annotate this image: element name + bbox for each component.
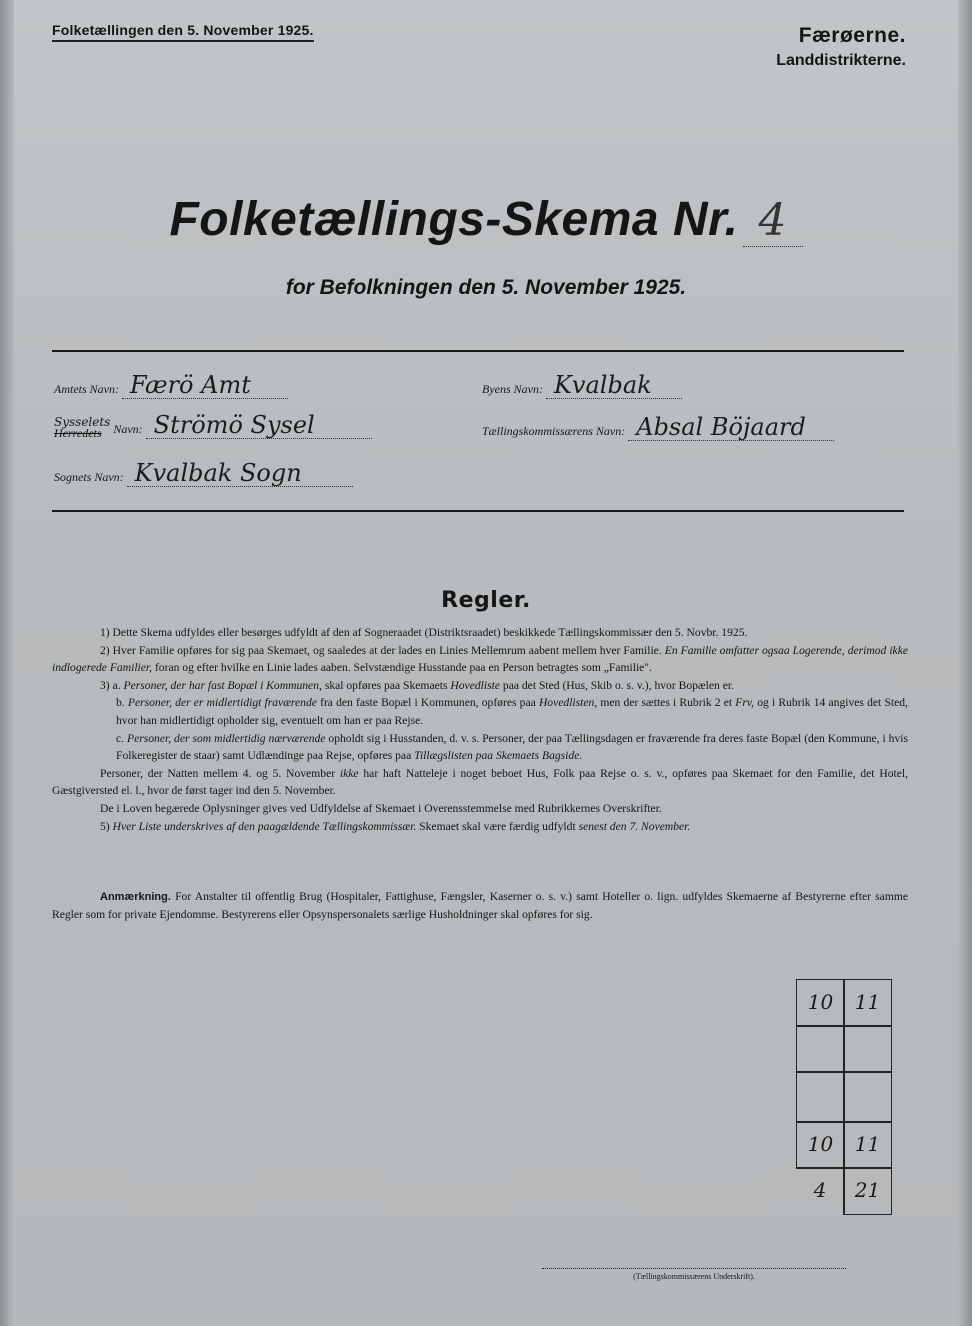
rule-3a-label: 3) a.: [100, 678, 121, 692]
form-title: [0, 192, 972, 247]
rule-4: [52, 765, 908, 800]
rule-6-label: 5): [100, 819, 110, 833]
herred-label-struck: Herredets: [54, 426, 102, 440]
rule-3b-text: fra den faste Bopæl i Kommunen, opføres paa: [320, 696, 536, 710]
totals-r5-c1: 4: [796, 1167, 845, 1215]
byens-value: Kvalbak: [546, 372, 682, 399]
sogn-value: Kvalbak Sogn: [127, 460, 353, 487]
note-paragraph: [52, 888, 908, 924]
form-subtitle: for Befolkningen den 5. November 1925.: [285, 276, 687, 299]
signature-label: (Tællingskommissærens Underskrift).: [633, 1272, 755, 1281]
kommissaer-value: Absal Böjaard: [628, 414, 834, 441]
totals-r2-c1: [796, 1025, 845, 1073]
rule-3c-text: opholdt sig i Husstanden, d. v. s. Personer, der paa Tællingsdagen er fraværende fra deres faste Bopæl (den Kommune, i hvis Folkeregister de staar) samt Udlændinge paa Rejse, opføres paa: [116, 731, 909, 763]
sysel-value: Strömö Sysel: [146, 412, 372, 439]
rule-4-emphasis: ikke: [339, 766, 359, 780]
subregion-name: Landdistrikterne.: [776, 52, 906, 69]
rule-3b-text-3: og i Rubrik 14 angives det Sted, hvor han midlertidigt opholder sig, eventuelt om han er paa Rejse.: [116, 696, 908, 727]
totals-r4-c1: 10: [796, 1121, 845, 1169]
amt-value: Færö Amt: [122, 372, 288, 399]
rule-2-emphasis: En Familie omfatter ogsaa Logerende, derimod ikke indlogerede Familier,: [52, 643, 908, 675]
rule-3b-label: b.: [116, 696, 125, 710]
byens-field: [482, 372, 682, 399]
amt-field: [54, 372, 288, 399]
note-label: Anmærkning.: [100, 890, 171, 903]
rule-2-text-a: 2) Hver Familie opføres for sig paa Skemaet, og saaledes at der lades en Linies Mellemrum aabent mellem hver Familie.: [100, 643, 662, 657]
rule-3b-emphasis-2: Hovedlisten,: [538, 696, 598, 710]
rule-3b-text-2: men der sættes i Rubrik 2 et: [600, 696, 733, 710]
kommissaer-label: Tællingskommissærens Navn:: [482, 424, 626, 438]
form-number: 4: [743, 195, 803, 247]
rule-4-text-b: har haft Natteleje i noget beboet Hus, Folk paa Rejse o. s. v., opføres paa Skemaet for den Familie, det Hotel, Gæstgiversted el. l., hvor de først tager ind den 5. November.: [52, 766, 908, 798]
rule-3b-emphasis-3: Frv,: [735, 696, 755, 710]
note-text: For Anstalter til offentlig Brug (Hospitaler, Fattighuse, Fængsler, Kaserner o. s. v.) samt Hoteller o. lign. udfyldes Skemaerne af Bestyrerne efter samme Regler som for private Ejendomme. Bestyrerens eller Opsynspersonalets særlige Husholdninger skal opføres for sig.: [52, 889, 909, 922]
totals-r4-c2: 11: [843, 1121, 892, 1169]
kommissaer-field: [482, 414, 834, 441]
rule-4-text-a: Personer, der Natten mellem 4. og 5. November: [100, 766, 336, 780]
region-name: Færøerne.: [798, 24, 906, 47]
rule-6-emphasis-2: senest den 7. November.: [578, 819, 691, 833]
rule-3a-emphasis: Personer, der har fast Bopæl i Kommunen,: [123, 678, 322, 692]
byens-label: Byens Navn:: [482, 382, 543, 396]
rule-1: 1) Dette Skema udfyldes eller besørges udfyldt af den af Sogneraadet (Distriktsraadet) beskikkede Tællingskommissær den 5. Novbr. 1925.: [100, 626, 748, 639]
rule-3a-emphasis-2: Hovedliste: [450, 678, 500, 692]
divider-bottom: [52, 510, 904, 512]
sysel-field: [54, 412, 372, 439]
sysel-label-suffix: Navn:: [113, 422, 143, 436]
sogn-label: Sognets Navn:: [54, 470, 124, 484]
rule-3c-label: c.: [116, 731, 125, 745]
totals-r5-c2: 21: [843, 1167, 892, 1215]
totals-r3-c2: [843, 1071, 892, 1123]
rule-3a-text: skal opføres paa Skemaets: [324, 678, 448, 692]
rule-3a: [52, 677, 908, 695]
divider-top: [52, 350, 904, 352]
rule-3a-text-2: paa det Sted (Hus, Skib o. s. v.), hvor Bopælen er.: [502, 678, 734, 692]
signature-line: [542, 1268, 846, 1269]
rules-heading: Regler.: [441, 588, 531, 613]
rule-2-text-c: foran og efter hvilke en Linie lades aaben. Selvstændige Husstande paa en Person betragtes som „Familie".: [154, 661, 652, 675]
rule-3c-emphasis-2: Tillægslisten paa Skemaets Bagside.: [414, 749, 583, 763]
rule-6-text: Skemaet skal være færdig udfyldt: [419, 819, 576, 833]
form-title-text: Folketællings-Skema Nr.: [169, 193, 739, 246]
amt-label: Amtets Navn:: [54, 382, 119, 396]
sysel-label-handwritten: Sysselets: [54, 415, 111, 429]
sogn-field: [54, 460, 353, 487]
region-header: [776, 24, 906, 70]
rule-5: De i Loven begærede Oplysninger gives ved Udfyldelse af Skemaet i Overensstemmelse med Rubrikkernes Overskrifter.: [100, 801, 662, 815]
rule-6: [52, 818, 908, 836]
totals-r1-c1: 10: [796, 979, 845, 1027]
rule-3b: [52, 694, 908, 729]
census-date-header: Folketællingen den 5. November 1925.: [52, 22, 314, 42]
rule-6-emphasis: Hver Liste underskrives af den paagældende Tællingskommissær.: [112, 819, 417, 833]
rule-2: [52, 642, 908, 677]
rule-3b-emphasis: Personer, der er midlertidigt fraværende: [127, 696, 317, 710]
totals-r2-c2: [843, 1025, 892, 1073]
sysel-label-stack: [54, 417, 110, 439]
totals-r1-c2: 11: [843, 979, 892, 1027]
totals-r3-c1: [796, 1071, 845, 1123]
rules-section: [52, 624, 908, 835]
rule-3c: [52, 730, 908, 765]
rule-3c-emphasis: Personer, der som midlertidig nærværende: [127, 731, 326, 745]
